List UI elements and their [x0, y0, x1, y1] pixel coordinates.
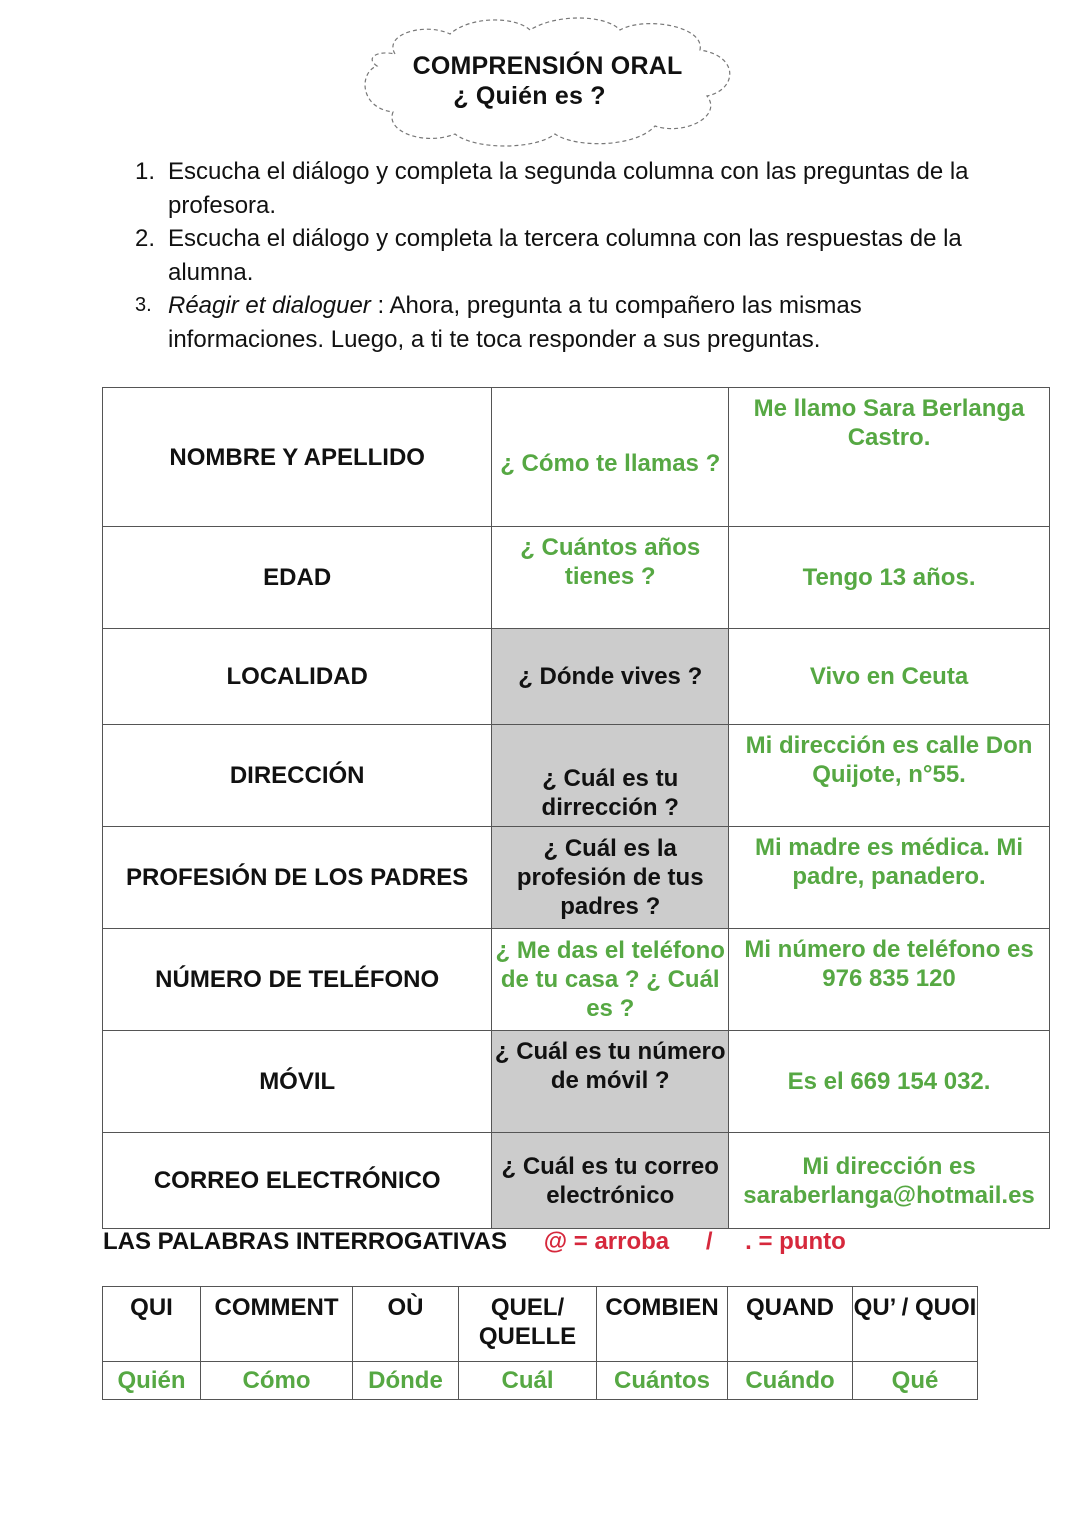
- spanish-word: Cuántos: [597, 1362, 728, 1400]
- table-row: [103, 725, 1050, 827]
- instruction-item: [130, 222, 990, 289]
- answer-cell: Es el 669 154 032.: [729, 1031, 1050, 1133]
- spanish-word: Dónde: [353, 1362, 459, 1400]
- instruction-number: 1.: [135, 158, 156, 185]
- answer-line: Mi dirección es: [802, 1152, 976, 1180]
- french-word: QUI: [103, 1287, 201, 1362]
- table-row: [103, 827, 1050, 929]
- interrogatives-table: [102, 1286, 978, 1400]
- note-arroba: @ = arroba: [543, 1228, 670, 1255]
- spanish-word: Cómo: [201, 1362, 353, 1400]
- spanish-word: Cuándo: [728, 1362, 853, 1400]
- french-word: QUAND: [728, 1287, 853, 1362]
- instruction-number: 2.: [135, 225, 156, 252]
- page-title: COMPRENSIÓN ORAL: [412, 52, 683, 80]
- question-cell: ¿ Cuál es tu correo electrónico: [492, 1133, 729, 1229]
- spanish-word: Cuál: [459, 1362, 597, 1400]
- french-word: COMBIEN: [597, 1287, 728, 1362]
- row-label: DIRECCIÓN: [103, 725, 492, 827]
- instruction-text: Escucha el diálogo y completa la tercera columna con las respuestas de la alumna.: [168, 225, 962, 286]
- french-word: QU’ / QUOI: [853, 1287, 978, 1362]
- row-label: CORREO ELECTRÓNICO: [103, 1133, 492, 1229]
- row-label: PROFESIÓN DE LOS PADRES: [103, 827, 492, 929]
- instruction-item: [130, 155, 990, 222]
- table-row: [103, 629, 1050, 725]
- spanish-word: Qué: [853, 1362, 978, 1400]
- french-words-row: [103, 1287, 978, 1362]
- section-heading: [103, 1228, 846, 1256]
- row-label: NOMBRE Y APELLIDO: [103, 388, 492, 527]
- note-separator: /: [705, 1228, 713, 1255]
- row-label: MÓVIL: [103, 1031, 492, 1133]
- instructions-list: [130, 155, 990, 356]
- answer-cell: Me llamo Sara Berlanga Castro.: [729, 388, 1050, 527]
- table-row: [103, 1031, 1050, 1133]
- answer-line: saraberlanga@hotmail.es: [743, 1181, 1035, 1209]
- answer-cell: [729, 1133, 1050, 1229]
- question-cell: ¿ Me das el teléfono de tu casa ? ¿ Cuál es ?: [492, 929, 729, 1031]
- section-title: LAS PALABRAS INTERROGATIVAS: [103, 1228, 508, 1255]
- instruction-item: [130, 289, 990, 356]
- table-row: [103, 1133, 1050, 1229]
- instruction-text: : Ahora, pregunta a tu compañero las mismas informaciones. Luego, a ti te toca responder a sus preguntas.: [168, 292, 862, 353]
- question-cell: ¿ Cuál es tu dirrección ?: [492, 725, 729, 827]
- french-word: COMMENT: [201, 1287, 353, 1362]
- note-punto: . = punto: [745, 1228, 846, 1255]
- question-cell: ¿ Dónde vives ?: [492, 629, 729, 725]
- table-row: [103, 527, 1050, 629]
- instruction-text: Escucha el diálogo y completa la segunda columna con las preguntas de la profesora.: [168, 158, 969, 219]
- question-cell: ¿ Cuál es tu número de móvil ?: [492, 1031, 729, 1133]
- row-label: EDAD: [103, 527, 492, 629]
- answer-cell: Mi madre es médica. Mi padre, panadero.: [729, 827, 1050, 929]
- row-label: NÚMERO DE TELÉFONO: [103, 929, 492, 1031]
- spanish-word: Quién: [103, 1362, 201, 1400]
- question-cell: ¿ Cuál es la profesión de tus padres ?: [492, 827, 729, 929]
- title-cloud: [355, 12, 740, 152]
- french-word: OÙ: [353, 1287, 459, 1362]
- questions-table: [102, 387, 1050, 1229]
- answer-cell: Mi dirección es calle Don Quijote, n°55.: [729, 725, 1050, 827]
- table-row: [103, 388, 1050, 527]
- instruction-number: 3.: [135, 294, 152, 316]
- answer-cell: Vivo en Ceuta: [729, 629, 1050, 725]
- row-label: LOCALIDAD: [103, 629, 492, 725]
- spanish-words-row: [103, 1362, 978, 1400]
- table-row: [103, 929, 1050, 1031]
- instruction-lead: Réagir et dialoguer: [168, 292, 371, 319]
- question-cell: ¿ Cuántos años tienes ?: [492, 527, 729, 629]
- french-word: QUEL/ QUELLE: [459, 1287, 597, 1362]
- page-subtitle: ¿ Quién es ?: [453, 82, 606, 110]
- answer-cell: Mi número de teléfono es 976 835 120: [729, 929, 1050, 1031]
- question-cell: ¿ Cómo te llamas ?: [492, 388, 729, 527]
- answer-cell: Tengo 13 años.: [729, 527, 1050, 629]
